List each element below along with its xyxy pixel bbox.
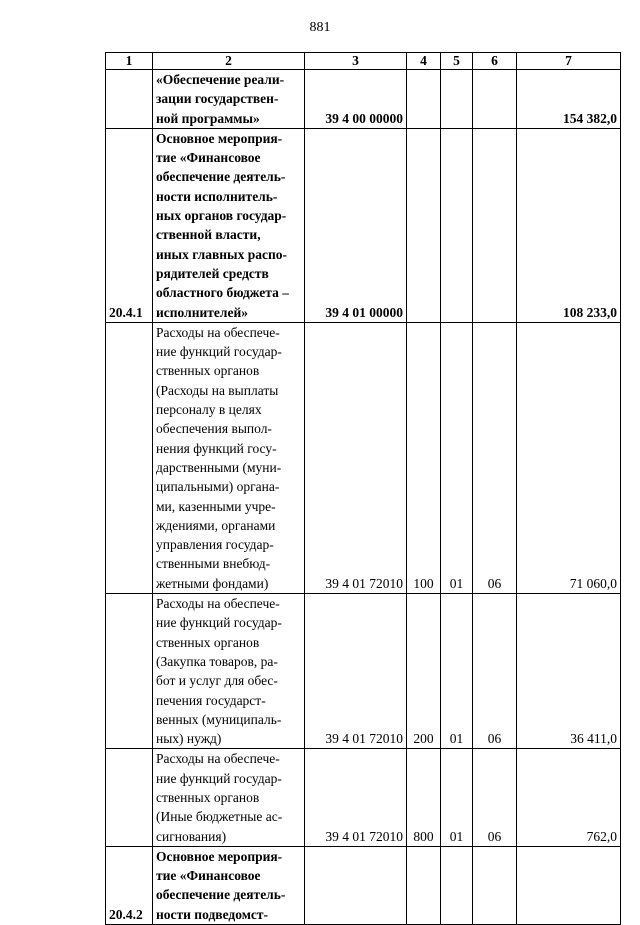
description-line: зации государствен- xyxy=(156,91,279,107)
budget-code-cell: 39 4 01 72010 xyxy=(305,322,407,593)
description-line: ственной власти, xyxy=(156,227,261,243)
subsection-cell: 06 xyxy=(473,594,517,749)
description-line: ственных органов xyxy=(156,789,260,805)
description-line: ной программы» xyxy=(156,110,260,126)
description-line: (Закупка товаров, ра- xyxy=(156,653,278,669)
amount-cell: 154 382,0 xyxy=(517,70,621,129)
description-line: ности подведомст- xyxy=(156,906,269,922)
budget-table xyxy=(105,52,621,925)
budget-code-cell: 39 4 01 00000 xyxy=(305,128,407,322)
description-line: исполнителей» xyxy=(156,304,248,320)
description-line: бот и услуг для обес- xyxy=(156,673,278,689)
table-row xyxy=(106,322,621,593)
description-line: сигнования) xyxy=(156,828,227,844)
subsection-cell xyxy=(473,128,517,322)
description-line: нения функций госу- xyxy=(156,440,277,456)
description-line: (Иные бюджетные ас- xyxy=(156,809,283,825)
amount-cell: 36 411,0 xyxy=(517,594,621,749)
description-line: Основное мероприя- xyxy=(156,130,283,146)
description-line: обеспечение деятель- xyxy=(156,169,286,185)
description-line: рядителей средств xyxy=(156,265,269,281)
description-line: ственных органов xyxy=(156,363,260,379)
description-line: областного бюджета – xyxy=(156,285,289,301)
description-cell xyxy=(153,749,305,846)
description-line: Расходы на обеспече- xyxy=(156,751,280,767)
description-line: ждениями, органами xyxy=(156,517,276,533)
description-cell xyxy=(153,70,305,129)
amount-cell xyxy=(517,846,621,924)
description-line: венных (муниципаль- xyxy=(156,711,282,727)
section-cell: 01 xyxy=(441,749,473,846)
row-number-cell xyxy=(106,594,153,749)
budget-code-cell: 39 4 01 72010 xyxy=(305,594,407,749)
description-line: управления государ- xyxy=(156,537,274,553)
description-line: тие «Финансовое xyxy=(156,150,261,166)
description-line: Расходы на обеспече- xyxy=(156,596,280,612)
budget-code-cell: 39 4 00 00000 xyxy=(305,70,407,129)
column-number-header xyxy=(106,53,621,70)
description-cell xyxy=(153,594,305,749)
description-line: ных) нужд) xyxy=(156,731,222,747)
column-number: 4 xyxy=(407,53,441,70)
budget-code-cell xyxy=(305,846,407,924)
expense-type-cell: 200 xyxy=(407,594,441,749)
description-line: ных органов государ- xyxy=(156,208,287,224)
description-line: жетными фондами) xyxy=(156,575,269,591)
table-row xyxy=(106,70,621,129)
table-row xyxy=(106,846,621,924)
subsection-cell xyxy=(473,846,517,924)
budget-code-cell: 39 4 01 72010 xyxy=(305,749,407,846)
row-number-cell xyxy=(106,322,153,593)
description-line: обеспечение деятель- xyxy=(156,887,286,903)
description-line: ственных органов xyxy=(156,634,260,650)
description-line: ности исполнитель- xyxy=(156,188,278,204)
description-line: Расходы на обеспече- xyxy=(156,324,280,340)
description-cell xyxy=(153,846,305,924)
description-cell xyxy=(153,322,305,593)
subsection-cell: 06 xyxy=(473,749,517,846)
description-line: «Обеспечение реали- xyxy=(156,72,285,87)
amount-cell: 762,0 xyxy=(517,749,621,846)
description-line: Основное мероприя- xyxy=(156,848,283,864)
column-number: 1 xyxy=(106,53,153,70)
row-number-cell xyxy=(106,70,153,129)
description-line: иных главных распо- xyxy=(156,246,287,262)
column-number: 6 xyxy=(473,53,517,70)
description-line: дарственными (муни- xyxy=(156,459,282,475)
description-line: ние функций государ- xyxy=(156,344,282,360)
column-number: 3 xyxy=(305,53,407,70)
amount-cell: 108 233,0 xyxy=(517,128,621,322)
description-cell xyxy=(153,128,305,322)
description-line: ние функций государ- xyxy=(156,615,282,631)
column-number: 5 xyxy=(441,53,473,70)
description-line: печения государст- xyxy=(156,692,266,708)
section-cell xyxy=(441,70,473,129)
section-cell xyxy=(441,846,473,924)
section-cell xyxy=(441,128,473,322)
amount-cell: 71 060,0 xyxy=(517,322,621,593)
description-line: ми, казенными учре- xyxy=(156,498,276,514)
description-line: ципальными) органа- xyxy=(156,479,280,495)
row-number-cell: 20.4.2 xyxy=(106,846,153,924)
expense-type-cell: 800 xyxy=(407,749,441,846)
column-number: 2 xyxy=(153,53,305,70)
description-line: персоналу в целях xyxy=(156,402,262,418)
expense-type-cell: 100 xyxy=(407,322,441,593)
budget-table-body xyxy=(106,53,621,925)
description-line: тие «Финансовое xyxy=(156,868,261,884)
section-cell: 01 xyxy=(441,594,473,749)
section-cell: 01 xyxy=(441,322,473,593)
subsection-cell: 06 xyxy=(473,322,517,593)
expense-type-cell xyxy=(407,128,441,322)
row-number-cell: 20.4.1 xyxy=(106,128,153,322)
description-line: обеспечения выпол- xyxy=(156,421,272,437)
page-number: 881 xyxy=(309,20,331,35)
subsection-cell xyxy=(473,70,517,129)
expense-type-cell xyxy=(407,846,441,924)
table-row xyxy=(106,594,621,749)
description-line: ние функций государ- xyxy=(156,770,282,786)
description-line: (Расходы на выплаты xyxy=(156,382,279,398)
description-line: ственными внебюд- xyxy=(156,556,271,572)
table-row xyxy=(106,128,621,322)
column-number: 7 xyxy=(517,53,621,70)
row-number-cell xyxy=(106,749,153,846)
expense-type-cell xyxy=(407,70,441,129)
table-row xyxy=(106,749,621,846)
